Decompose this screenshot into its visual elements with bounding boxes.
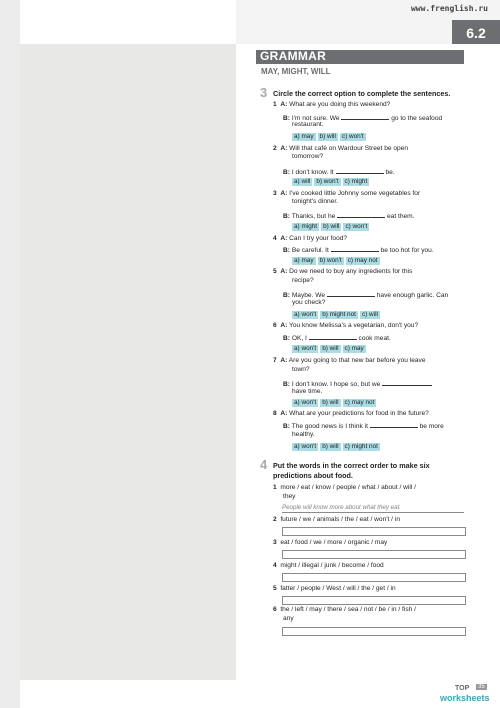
option[interactable]: c) might not: [344, 443, 378, 450]
logo-worksheets: worksheets: [440, 693, 490, 703]
option[interactable]: b) won't: [316, 178, 339, 185]
q3-a-cont: tonight's dinner.: [292, 198, 338, 205]
q5-b: B: Maybe. We have enough garlic. Can: [283, 292, 449, 299]
option[interactable]: a) might: [294, 223, 318, 230]
q5-a-cont: recipe?: [292, 277, 314, 284]
option[interactable]: a) won't: [294, 345, 317, 352]
exercise-4-number: 4: [260, 457, 268, 472]
p6: 6 the / left / may / there / sea / not / be / in / fish /: [273, 606, 416, 613]
answer-box-6[interactable]: [282, 627, 466, 636]
option[interactable]: a) will: [294, 178, 311, 185]
blank-panel: [20, 44, 236, 680]
q6-options: [292, 345, 368, 353]
logo-top: TOP: [455, 685, 470, 692]
q2-options: [292, 178, 371, 186]
option[interactable]: b) won't: [319, 257, 342, 264]
q6-b: B: OK, I cook meat.: [283, 335, 391, 342]
q7-a: 7 A: Are you going to that new bar before you leave: [273, 357, 426, 364]
q1-b-cont: restaurant.: [292, 121, 324, 128]
q5-a: 5 A: Do we need to buy any ingredients for this: [273, 268, 413, 275]
option[interactable]: c) won't: [345, 223, 368, 230]
q4-options: [292, 257, 382, 265]
q7-options: [292, 399, 378, 407]
q8-options: [292, 443, 382, 451]
answer-box-3[interactable]: [282, 550, 466, 559]
p3: 3 eat / food / we / more / organic / may: [273, 539, 388, 546]
option[interactable]: c) might: [344, 178, 368, 185]
p4: 4 might / illegal / junk / become / food: [273, 562, 384, 569]
q4-a: 4 A: Can I try your food?: [273, 235, 348, 242]
q3-b: B: Thanks, but he eat them.: [283, 213, 415, 220]
q1-b: B: I'm not sure. We go to the seafood: [283, 115, 443, 122]
option[interactable]: c) may not: [347, 257, 378, 264]
q8-b: B: The good news is I think it be more: [283, 423, 444, 430]
q4-b: B: Be careful. It be too hot for you.: [283, 247, 434, 254]
p1-cont: they: [283, 493, 296, 500]
answer-box-4[interactable]: [282, 573, 466, 582]
example-underline: [282, 512, 464, 513]
q3-a: 3 A: I've cooked little Johnny some vegetables for: [273, 190, 421, 197]
page-number: 35: [478, 684, 485, 690]
exercise-3-number: 3: [260, 85, 268, 100]
option[interactable]: c) will: [361, 311, 378, 318]
unit-tab: 6.2: [452, 20, 500, 44]
q8-a: 8 A: What are your predictions for food in the future?: [273, 410, 429, 417]
left-margin: [0, 0, 20, 708]
q8-b-cont: healthy.: [292, 431, 315, 438]
option[interactable]: b) will: [322, 443, 339, 450]
option[interactable]: a) won't: [294, 443, 317, 450]
source-url: www.frenglish.ru: [410, 4, 488, 13]
p2: 2 future / we / animals / the / eat / won't / in: [273, 516, 400, 523]
option[interactable]: b) will: [323, 223, 340, 230]
answer-box-5[interactable]: [282, 596, 466, 605]
option[interactable]: a) won't: [294, 399, 317, 406]
exercise-4-instruction: Put the words in the correct order to make six predictions about food.: [273, 461, 430, 480]
q5-b-cont: you check?: [292, 299, 326, 306]
p1: 1 more / eat / know / people / what / about / will /: [273, 484, 416, 491]
q1-options: [292, 133, 368, 141]
option[interactable]: a) may: [294, 257, 314, 264]
q5-options: [292, 311, 382, 319]
exercise-3-instruction: Circle the correct option to complete the sentences.: [273, 89, 451, 98]
option[interactable]: b) will: [322, 399, 339, 406]
section-subtitle: MAY, MIGHT, WILL: [261, 67, 331, 76]
option[interactable]: c) may not: [344, 399, 375, 406]
q2-a: 2 A: Will that café on Wardour Street be open: [273, 145, 409, 152]
option[interactable]: a) may: [294, 133, 314, 140]
option[interactable]: b) might not: [322, 311, 356, 318]
option[interactable]: c) won't: [341, 133, 364, 140]
option[interactable]: b) will: [319, 133, 336, 140]
q1-a: 1 A: What are you doing this weekend?: [273, 101, 391, 108]
answer-box-2[interactable]: [282, 527, 466, 536]
option[interactable]: a) won't: [294, 311, 317, 318]
section-title: GRAMMAR: [260, 49, 327, 63]
q7-b-cont: have time.: [292, 388, 323, 395]
q2-a-cont: tomorrow?: [292, 153, 324, 160]
q7-b: B: I don't know. I hope so, but we: [283, 379, 432, 389]
option[interactable]: b) will: [322, 345, 339, 352]
example-answer: People will know more about what they eat.: [282, 504, 402, 511]
q3-options: [292, 223, 371, 231]
p5: 5 fatter / people / West / will / the / get / in: [273, 585, 396, 592]
q2-b: B: I don't know. It be.: [283, 169, 395, 176]
q6-a: 6 A: You know Melissa's a vegetarian, don't you?: [273, 322, 419, 329]
option[interactable]: c) may: [344, 345, 364, 352]
q7-a-cont: town?: [292, 366, 310, 373]
p6-cont: any: [283, 615, 294, 622]
